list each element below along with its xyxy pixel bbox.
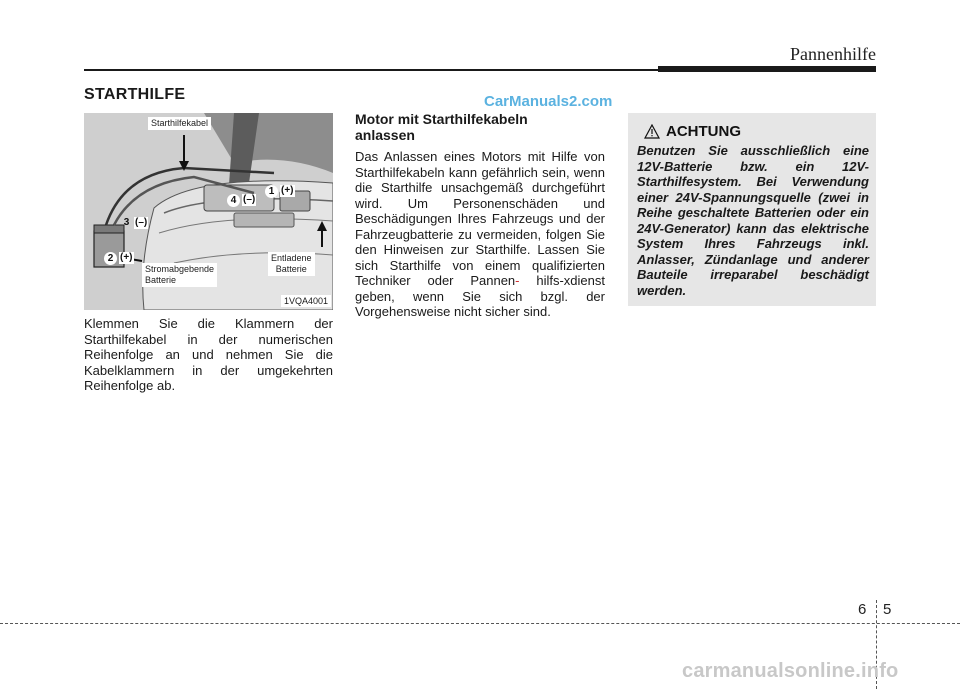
step-badge-1: 1	[265, 185, 278, 198]
label-donor-battery	[142, 263, 217, 287]
step-badge-4: 4	[227, 194, 240, 207]
jump-start-illustration	[84, 113, 333, 310]
label-jumper-cable: Starthilfekabel	[148, 117, 211, 130]
polarity-1: (+)	[281, 185, 294, 196]
watermark-bottom[interactable]: carmanualsonline.info	[682, 660, 899, 682]
watermark-top[interactable]: CarManuals2.com	[484, 93, 613, 110]
subsection-heading-line2: anlassen	[355, 127, 415, 143]
polarity-3: (–)	[135, 217, 148, 228]
label-donor-battery-line1: Stromabgebende	[145, 264, 215, 274]
subsection-heading-line1: Motor mit Starthilfekabeln	[355, 111, 528, 127]
label-donor-battery-line2: Batterie	[145, 275, 177, 285]
figure-code: 1VQA4001	[281, 295, 331, 307]
caution-title: ACHTUNG	[666, 123, 741, 140]
caution-header	[644, 123, 741, 140]
label-dead-battery-line1: Entladene	[271, 253, 312, 263]
jump-start-paragraph	[355, 149, 605, 320]
step-badge-2: 2	[104, 252, 117, 265]
polarity-2: (+)	[120, 252, 133, 263]
label-dead-battery-line2: Batterie	[275, 264, 307, 274]
step-badge-3: 3	[123, 217, 130, 228]
paragraph-part1: Das Anlassen eines Motors mit Hilfe von Starthilfekabeln kann gefährlich sein, wenn die Starthilfe unsachgemäß durchgeführt wird. Um Personenschäden und Beschädigungen Ihres Fahrzeugs und der Fahrzeugbatterie zu vermeiden, folgen Sie den Hinweisen zur Starthilfe. Lassen Sie sich Starthilfe von einem qualifizierten Techniker oder Pannen	[355, 149, 605, 288]
paragraph-part2: hilfs-xdienst geben, wenn Sie sich bzgl. der Vorgehensweise nicht sicher sind.	[355, 273, 605, 319]
footer-rule	[0, 623, 960, 624]
caution-text: Benutzen Sie ausschließlich eine 12V-Batterie bzw. ein 12V-Starthilfesystem. Bei Verwendung einer 24V-Spannungsquelle (zwei in Reihe geschaltete Batterien oder ein 24V-Generator) kann das elektrische System Ihres Fahrzeugs inkl. Anlasser, Zündanlage und anderer Bauteile irreparabel beschädigt werden.	[637, 143, 869, 298]
header-rule	[84, 69, 660, 71]
polarity-4: (–)	[243, 194, 256, 205]
subsection-heading	[355, 111, 605, 143]
page-number: 5	[883, 601, 892, 618]
page-chapter-number: 6	[858, 601, 867, 618]
instruction-paragraph: Klemmen Sie die Klammern der Starthilfekabel in der numerischen Reihenfolge an und nehmen Sie die Kabelklammern in der umgekehrten Reihenfolge ab.	[84, 316, 333, 393]
chapter-title: Pannenhilfe	[790, 44, 876, 64]
caution-box	[628, 113, 876, 306]
section-title: STARTHILFE	[84, 86, 186, 103]
header-rule-thick	[658, 66, 876, 72]
paragraph-hyphen: -	[515, 273, 520, 288]
label-dead-battery	[268, 252, 315, 276]
warning-triangle-icon	[644, 124, 660, 139]
